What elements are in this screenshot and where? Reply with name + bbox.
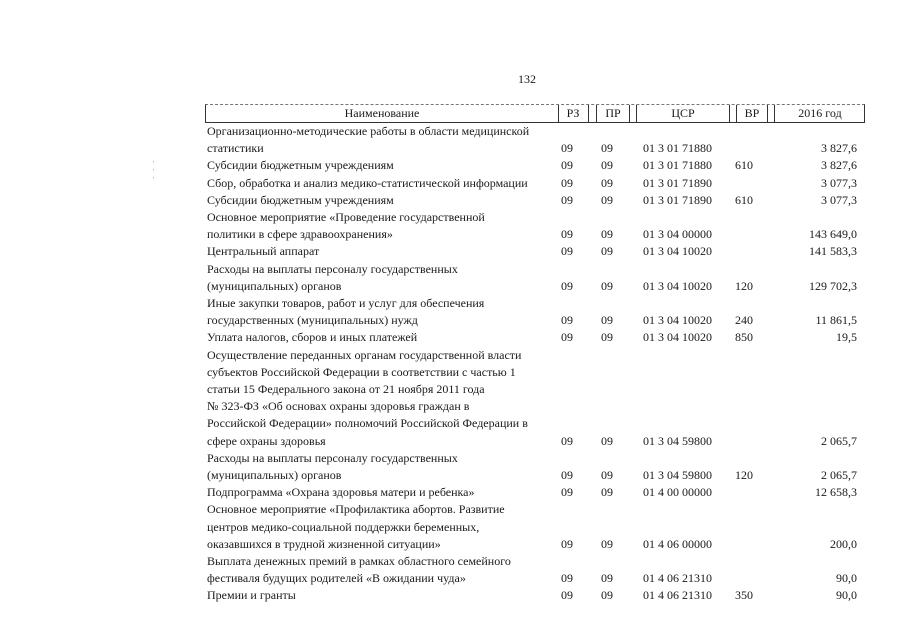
row-name: Организационно-методические работы в области медицинской статистики: [207, 124, 530, 156]
header-pr: ПР: [596, 105, 630, 122]
row-csr: 01 3 04 10020: [643, 330, 712, 345]
row-pr: 09: [601, 485, 613, 500]
row-vr: 240: [735, 313, 753, 328]
header-rz: РЗ: [558, 105, 589, 122]
page-number: 132: [518, 72, 536, 86]
row-sum: 2 065,7: [821, 468, 857, 483]
row-csr: 01 4 06 00000: [643, 536, 712, 551]
row-sum: 200,0: [830, 536, 857, 551]
header-name: Наименование: [206, 105, 559, 122]
row-rz: 09: [561, 175, 573, 190]
row-sum: 12 658,3: [815, 485, 857, 500]
row-vr: 120: [735, 468, 753, 483]
row-sum: 11 861,5: [815, 313, 857, 328]
row-rz: 09: [561, 433, 573, 448]
row-pr: 09: [601, 227, 613, 242]
row-rz: 09: [561, 158, 573, 173]
row-sum: 3 077,3: [821, 192, 857, 207]
table-header: [205, 104, 865, 123]
row-pr: 09: [601, 433, 613, 448]
row-name: Субсидии бюджетным учреждениям: [207, 192, 394, 207]
row-pr: 09: [601, 313, 613, 328]
row-rz: 09: [561, 330, 573, 345]
row-sum: 3 077,3: [821, 175, 857, 190]
table-row: [205, 243, 865, 260]
row-name: Премии и гранты: [207, 588, 296, 603]
row-name: Основное мероприятие «Профилактика абортов. Развитие центров медико-социальной поддержки беременных, оказавшихся в трудной жизненной ситуации»: [207, 502, 505, 551]
row-rz: 09: [561, 192, 573, 207]
table-row: [205, 484, 865, 501]
table-row: [205, 501, 865, 553]
row-rz: 09: [561, 536, 573, 551]
table-row: [205, 329, 865, 346]
row-pr: 09: [601, 175, 613, 190]
row-pr: 09: [601, 278, 613, 293]
row-pr: 09: [601, 468, 613, 483]
row-rz: 09: [561, 571, 573, 586]
table-body: [205, 123, 865, 605]
row-csr: 01 3 01 71880: [643, 158, 712, 173]
row-name: Иные закупки товаров, работ и услуг для обеспечения государственных (муниципальных) нужд: [207, 296, 485, 328]
row-csr: 01 3 04 59800: [643, 468, 712, 483]
table-row: [205, 450, 865, 484]
row-csr: 01 3 04 10020: [643, 244, 712, 259]
row-vr: 120: [735, 278, 753, 293]
row-name: Субсидии бюджетным учреждениям: [207, 158, 394, 173]
row-rz: 09: [561, 141, 573, 156]
row-vr: 610: [735, 192, 753, 207]
row-pr: 09: [601, 588, 613, 603]
table-row: [205, 157, 865, 174]
row-name: Расходы на выплаты персоналу государственных (муниципальных) органов: [207, 450, 458, 483]
row-rz: 09: [561, 244, 573, 259]
table-row: [205, 295, 865, 329]
table-row: [205, 553, 865, 587]
budget-table: [205, 104, 865, 605]
row-csr: 01 3 04 00000: [643, 227, 712, 242]
row-name: Выплата денежных премий в рамках областного семейного фестиваля будущих родителей «В ожидании чуда»: [207, 554, 511, 586]
row-vr: 850: [735, 330, 753, 345]
row-csr: 01 3 04 10020: [643, 313, 712, 328]
row-rz: 09: [561, 278, 573, 293]
row-sum: 3 827,6: [821, 141, 857, 156]
row-csr: 01 3 01 71890: [643, 192, 712, 207]
row-rz: 09: [561, 313, 573, 328]
row-csr: 01 4 00 00000: [643, 485, 712, 500]
row-vr: 350: [735, 588, 753, 603]
row-sum: 19,5: [836, 330, 857, 345]
row-csr: 01 4 06 21310: [643, 588, 712, 603]
margin-mark: ⋅ ⋅ ⋅: [152, 157, 156, 183]
table-row: [205, 209, 865, 243]
row-pr: 09: [601, 192, 613, 207]
row-name: Сбор, обработка и анализ медико-статистической информации: [207, 175, 528, 190]
table-row: [205, 175, 865, 192]
header-year: 2016 год: [774, 105, 865, 122]
row-csr: 01 3 01 71880: [643, 141, 712, 156]
table-row: [205, 347, 865, 450]
row-sum: 3 827,6: [821, 158, 857, 173]
row-name: Осуществление переданных органам государственной власти субъектов Российской Федерации в соответствии с частью 1 статьи 15 Федерального закона от 21 ноября 2011 года № 323-ФЗ «Об основах охраны здоровья граждан в Российской Федерации» полномочий Российской Федерации в сфере охраны здоровья: [207, 347, 528, 448]
table-row: [205, 261, 865, 295]
table-row: [205, 123, 865, 157]
table-row: [205, 587, 865, 604]
row-sum: 129 702,3: [809, 278, 857, 293]
row-pr: 09: [601, 158, 613, 173]
row-csr: 01 3 01 71890: [643, 175, 712, 190]
row-sum: 141 583,3: [809, 244, 857, 259]
row-csr: 01 3 04 10020: [643, 278, 712, 293]
row-rz: 09: [561, 588, 573, 603]
row-rz: 09: [561, 485, 573, 500]
row-pr: 09: [601, 244, 613, 259]
row-name: Уплата налогов, сборов и иных платежей: [207, 330, 418, 345]
row-pr: 09: [601, 536, 613, 551]
row-vr: 610: [735, 158, 753, 173]
row-pr: 09: [601, 571, 613, 586]
row-name: Основное мероприятие «Проведение государственной политики в сфере здравоохранения»: [207, 210, 485, 242]
row-name: Расходы на выплаты персоналу государственных (муниципальных) органов: [207, 261, 458, 293]
row-pr: 09: [601, 330, 613, 345]
row-name: Центральный аппарат: [207, 244, 320, 259]
row-name: Подпрограмма «Охрана здоровья матери и ребенка»: [207, 485, 475, 500]
row-sum: 90,0: [836, 588, 857, 603]
table-row: [205, 192, 865, 209]
row-sum: 143 649,0: [809, 227, 857, 242]
row-rz: 09: [561, 227, 573, 242]
row-sum: 90,0: [836, 571, 857, 586]
row-csr: 01 4 06 21310: [643, 571, 712, 586]
header-csr: ЦСР: [636, 105, 730, 122]
header-vr: ВР: [736, 105, 768, 122]
row-sum: 2 065,7: [821, 433, 857, 448]
row-rz: 09: [561, 468, 573, 483]
row-pr: 09: [601, 141, 613, 156]
row-csr: 01 3 04 59800: [643, 433, 712, 448]
